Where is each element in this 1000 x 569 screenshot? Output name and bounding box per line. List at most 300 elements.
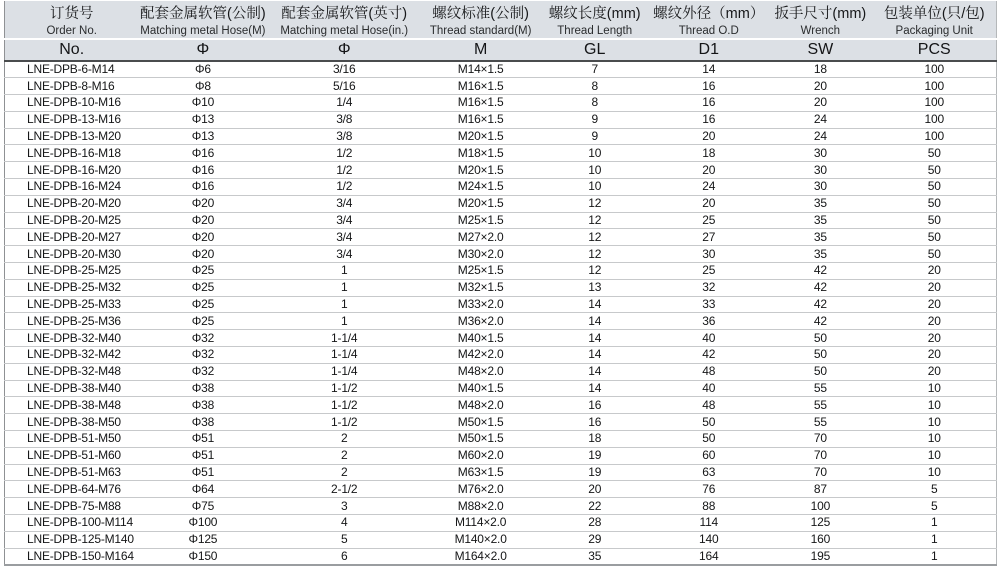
cell-thread_od: 16: [649, 78, 768, 95]
cell-hose_metric: Φ32: [138, 330, 267, 347]
cell-hose_metric: Φ51: [138, 431, 267, 448]
cell-packaging: 50: [872, 145, 996, 162]
cell-hose_metric: Φ64: [138, 481, 267, 498]
cell-thread_standard: M140×2.0: [421, 531, 540, 548]
cell-thread_standard: M18×1.5: [421, 145, 540, 162]
cell-order_no: LNE-DPB-51-M50: [5, 431, 139, 448]
col-title-cn: 螺纹标准(公制): [432, 5, 529, 22]
cell-packaging: 5: [872, 481, 996, 498]
cell-hose_inch: 1-1/2: [267, 380, 421, 397]
cell-hose_metric: Φ51: [138, 464, 267, 481]
unit-thread-length: GL: [540, 39, 649, 61]
cell-order_no: LNE-DPB-13-M20: [5, 128, 139, 145]
cell-wrench: 20: [768, 95, 872, 112]
cell-thread_od: 32: [649, 279, 768, 296]
col-title-cn: 配套金属软管(英寸): [281, 5, 408, 22]
cell-thread_length: 19: [540, 464, 649, 481]
unit-wrench: SW: [768, 39, 872, 61]
cell-thread_length: 16: [540, 414, 649, 431]
cell-thread_od: 14: [649, 61, 768, 78]
cell-hose_metric: Φ125: [138, 531, 267, 548]
col-title-en: Packaging Unit: [895, 24, 973, 37]
cell-wrench: 195: [768, 548, 872, 565]
cell-order_no: LNE-DPB-13-M16: [5, 111, 139, 128]
cell-wrench: 42: [768, 313, 872, 330]
cell-packaging: 20: [872, 279, 996, 296]
cell-thread_od: 20: [649, 162, 768, 179]
col-title-cn: 螺纹外径（mm）: [653, 5, 765, 22]
cell-thread_length: 8: [540, 95, 649, 112]
cell-hose_metric: Φ25: [138, 296, 267, 313]
table-row: [5, 363, 997, 380]
cell-order_no: LNE-DPB-25-M32: [5, 279, 139, 296]
cell-order_no: LNE-DPB-32-M40: [5, 330, 139, 347]
cell-thread_od: 50: [649, 431, 768, 448]
cell-thread_standard: M36×2.0: [421, 313, 540, 330]
cell-packaging: 1: [872, 548, 996, 565]
cell-thread_od: 33: [649, 296, 768, 313]
cell-thread_standard: M20×1.5: [421, 128, 540, 145]
cell-thread_length: 14: [540, 330, 649, 347]
cell-thread_od: 88: [649, 498, 768, 515]
table-row: [5, 380, 997, 397]
cell-packaging: 1: [872, 515, 996, 532]
cell-thread_od: 48: [649, 397, 768, 414]
cell-hose_metric: Φ32: [138, 363, 267, 380]
col-title-en: Thread Length: [557, 24, 633, 37]
cell-thread_standard: M24×1.5: [421, 179, 540, 196]
cell-thread_length: 12: [540, 263, 649, 280]
table-row: [5, 61, 997, 78]
cell-thread_standard: M114×2.0: [421, 515, 540, 532]
cell-thread_od: 18: [649, 145, 768, 162]
cell-packaging: 20: [872, 313, 996, 330]
cell-thread_od: 50: [649, 414, 768, 431]
cell-packaging: 10: [872, 397, 996, 414]
cell-order_no: LNE-DPB-38-M48: [5, 397, 139, 414]
cell-thread_standard: M16×1.5: [421, 111, 540, 128]
cell-thread_length: 29: [540, 531, 649, 548]
cell-hose_inch: 1/2: [267, 145, 421, 162]
cell-thread_standard: M60×2.0: [421, 447, 540, 464]
cell-order_no: LNE-DPB-38-M50: [5, 414, 139, 431]
cell-thread_od: 60: [649, 447, 768, 464]
cell-order_no: LNE-DPB-100-M114: [5, 515, 139, 532]
cell-order_no: LNE-DPB-20-M27: [5, 229, 139, 246]
col-title-en: Wrench: [800, 24, 841, 37]
table-row: [5, 246, 997, 263]
col-title-en: Matching metal Hose(in.): [280, 24, 409, 37]
cell-thread_length: 14: [540, 296, 649, 313]
table-row: [5, 397, 997, 414]
cell-order_no: LNE-DPB-38-M40: [5, 380, 139, 397]
table-row: [5, 229, 997, 246]
cell-wrench: 42: [768, 263, 872, 280]
col-header-order-no: [5, 1, 139, 39]
cell-packaging: 10: [872, 447, 996, 464]
table-row: [5, 447, 997, 464]
cell-wrench: 35: [768, 229, 872, 246]
cell-hose_inch: 2: [267, 431, 421, 448]
cell-wrench: 24: [768, 128, 872, 145]
cell-packaging: 10: [872, 380, 996, 397]
cell-thread_length: 9: [540, 111, 649, 128]
table-row: [5, 498, 997, 515]
cell-hose_metric: Φ32: [138, 347, 267, 364]
cell-thread_standard: M76×2.0: [421, 481, 540, 498]
cell-hose_inch: 1/4: [267, 95, 421, 112]
cell-wrench: 50: [768, 330, 872, 347]
cell-thread_od: 20: [649, 128, 768, 145]
table-row: [5, 279, 997, 296]
col-title-cn: 扳手尺寸(mm): [774, 5, 867, 22]
cell-thread_standard: M27×2.0: [421, 229, 540, 246]
cell-thread_length: 9: [540, 128, 649, 145]
cell-thread_od: 140: [649, 531, 768, 548]
cell-thread_length: 19: [540, 447, 649, 464]
cell-thread_length: 8: [540, 78, 649, 95]
cell-order_no: LNE-DPB-75-M88: [5, 498, 139, 515]
cell-thread_length: 22: [540, 498, 649, 515]
unit-hose-metric: Φ: [138, 39, 267, 61]
cell-thread_od: 40: [649, 380, 768, 397]
cell-thread_standard: M50×1.5: [421, 414, 540, 431]
cell-thread_length: 13: [540, 279, 649, 296]
cell-thread_length: 12: [540, 246, 649, 263]
cell-hose_metric: Φ16: [138, 145, 267, 162]
cell-thread_standard: M63×1.5: [421, 464, 540, 481]
cell-thread_od: 24: [649, 179, 768, 196]
cell-packaging: 20: [872, 363, 996, 380]
cell-thread_od: 40: [649, 330, 768, 347]
col-title-cn: 包装单位(只/包): [883, 5, 985, 22]
cell-wrench: 18: [768, 61, 872, 78]
cell-hose_inch: 1: [267, 296, 421, 313]
cell-thread_standard: M32×1.5: [421, 279, 540, 296]
cell-hose_inch: 1: [267, 263, 421, 280]
cell-order_no: LNE-DPB-20-M30: [5, 246, 139, 263]
col-title-cn: 订货号: [49, 5, 94, 22]
cell-hose_metric: Φ6: [138, 61, 267, 78]
cell-hose_inch: 2: [267, 447, 421, 464]
cell-thread_standard: M20×1.5: [421, 195, 540, 212]
cell-hose_inch: 3/4: [267, 195, 421, 212]
col-title-cn: 配套金属软管(公制): [140, 5, 266, 22]
cell-hose_metric: Φ38: [138, 380, 267, 397]
col-header-thread-length: [540, 1, 649, 39]
cell-hose_metric: Φ16: [138, 179, 267, 196]
cell-hose_inch: 1: [267, 279, 421, 296]
cell-thread_length: 12: [540, 212, 649, 229]
cell-order_no: LNE-DPB-20-M20: [5, 195, 139, 212]
cell-thread_standard: M88×2.0: [421, 498, 540, 515]
cell-order_no: LNE-DPB-51-M60: [5, 447, 139, 464]
cell-order_no: LNE-DPB-32-M48: [5, 363, 139, 380]
cell-thread_standard: M48×2.0: [421, 363, 540, 380]
cell-hose_inch: 1-1/4: [267, 363, 421, 380]
cell-thread_length: 10: [540, 145, 649, 162]
cell-thread_length: 10: [540, 179, 649, 196]
cell-order_no: LNE-DPB-16-M24: [5, 179, 139, 196]
cell-thread_standard: M42×2.0: [421, 347, 540, 364]
cell-wrench: 70: [768, 447, 872, 464]
cell-order_no: LNE-DPB-125-M140: [5, 531, 139, 548]
table-row: [5, 162, 997, 179]
cell-packaging: 20: [872, 347, 996, 364]
cell-hose_inch: 5: [267, 531, 421, 548]
unit-thread-od: D1: [649, 39, 768, 61]
cell-thread_od: 164: [649, 548, 768, 565]
cell-wrench: 50: [768, 347, 872, 364]
cell-packaging: 50: [872, 229, 996, 246]
cell-hose_metric: Φ8: [138, 78, 267, 95]
cell-thread_length: 28: [540, 515, 649, 532]
cell-hose_metric: Φ51: [138, 447, 267, 464]
cell-hose_inch: 3/4: [267, 212, 421, 229]
unit-packaging: PCS: [872, 39, 996, 61]
table-header: [5, 1, 997, 61]
unit-hose-inch: Φ: [267, 39, 421, 61]
col-title-en: Thread standard(M): [429, 24, 532, 37]
cell-thread_od: 36: [649, 313, 768, 330]
cell-wrench: 35: [768, 212, 872, 229]
cell-packaging: 20: [872, 263, 996, 280]
cell-wrench: 160: [768, 531, 872, 548]
cell-thread_od: 48: [649, 363, 768, 380]
cell-order_no: LNE-DPB-16-M20: [5, 162, 139, 179]
cell-thread_od: 16: [649, 111, 768, 128]
table-row: [5, 78, 997, 95]
table-row: [5, 548, 997, 565]
table-row: [5, 145, 997, 162]
cell-hose_inch: 2-1/2: [267, 481, 421, 498]
cell-wrench: 24: [768, 111, 872, 128]
cell-hose_inch: 3/4: [267, 246, 421, 263]
table-row: [5, 515, 997, 532]
cell-wrench: 42: [768, 296, 872, 313]
cell-wrench: 35: [768, 195, 872, 212]
cell-hose_inch: 3/8: [267, 128, 421, 145]
table-row: [5, 330, 997, 347]
cell-hose_inch: 3/16: [267, 61, 421, 78]
cell-thread_od: 25: [649, 212, 768, 229]
cell-wrench: 100: [768, 498, 872, 515]
cell-hose_inch: 1/2: [267, 179, 421, 196]
cell-hose_inch: 1-1/2: [267, 397, 421, 414]
cell-wrench: 125: [768, 515, 872, 532]
cell-hose_inch: 3: [267, 498, 421, 515]
cell-order_no: LNE-DPB-32-M42: [5, 347, 139, 364]
cell-hose_inch: 1: [267, 313, 421, 330]
cell-packaging: 50: [872, 195, 996, 212]
cell-thread_standard: M40×1.5: [421, 380, 540, 397]
unit-thread-standard: M: [421, 39, 540, 61]
cell-wrench: 30: [768, 162, 872, 179]
cell-packaging: 10: [872, 431, 996, 448]
cell-thread_standard: M16×1.5: [421, 95, 540, 112]
cell-thread_length: 7: [540, 61, 649, 78]
table-row: [5, 296, 997, 313]
cell-order_no: LNE-DPB-150-M164: [5, 548, 139, 565]
col-title-en: Order No.: [46, 24, 97, 37]
cell-order_no: LNE-DPB-8-M16: [5, 78, 139, 95]
cell-thread_standard: M50×1.5: [421, 431, 540, 448]
table-row: [5, 179, 997, 196]
cell-thread_length: 12: [540, 195, 649, 212]
cell-wrench: 87: [768, 481, 872, 498]
table-row: [5, 111, 997, 128]
hose-fitting-spec-table: [4, 1, 997, 566]
cell-thread_od: 25: [649, 263, 768, 280]
cell-hose_metric: Φ38: [138, 414, 267, 431]
cell-hose_inch: 1-1/4: [267, 330, 421, 347]
header-row-titles: [5, 1, 997, 39]
cell-packaging: 100: [872, 111, 996, 128]
cell-wrench: 55: [768, 414, 872, 431]
table-row: [5, 128, 997, 145]
cell-wrench: 55: [768, 397, 872, 414]
cell-thread_standard: M16×1.5: [421, 78, 540, 95]
cell-hose_metric: Φ38: [138, 397, 267, 414]
cell-thread_length: 20: [540, 481, 649, 498]
table-row: [5, 212, 997, 229]
col-header-thread-od: [649, 1, 768, 39]
cell-packaging: 1: [872, 531, 996, 548]
cell-hose_inch: 5/16: [267, 78, 421, 95]
cell-wrench: 30: [768, 179, 872, 196]
cell-packaging: 100: [872, 61, 996, 78]
col-title-cn: 螺纹长度(mm): [548, 5, 641, 22]
col-title-en: Matching metal Hose(M): [140, 24, 266, 37]
cell-hose_metric: Φ13: [138, 111, 267, 128]
cell-thread_length: 14: [540, 363, 649, 380]
cell-packaging: 10: [872, 464, 996, 481]
table-row: [5, 347, 997, 364]
cell-hose_metric: Φ100: [138, 515, 267, 532]
table-row: [5, 313, 997, 330]
cell-order_no: LNE-DPB-25-M25: [5, 263, 139, 280]
table-row: [5, 195, 997, 212]
cell-packaging: 50: [872, 162, 996, 179]
cell-order_no: LNE-DPB-10-M16: [5, 95, 139, 112]
cell-hose_metric: Φ20: [138, 229, 267, 246]
col-header-thread-standard: [421, 1, 540, 39]
col-header-hose-inch: [267, 1, 421, 39]
cell-wrench: 20: [768, 78, 872, 95]
cell-order_no: LNE-DPB-64-M76: [5, 481, 139, 498]
cell-order_no: LNE-DPB-51-M63: [5, 464, 139, 481]
cell-thread_standard: M30×2.0: [421, 246, 540, 263]
cell-order_no: LNE-DPB-16-M18: [5, 145, 139, 162]
cell-thread_standard: M33×2.0: [421, 296, 540, 313]
cell-thread_od: 42: [649, 347, 768, 364]
cell-thread_standard: M164×2.0: [421, 548, 540, 565]
cell-thread_standard: M48×2.0: [421, 397, 540, 414]
cell-packaging: 100: [872, 128, 996, 145]
cell-thread_length: 16: [540, 397, 649, 414]
cell-packaging: 100: [872, 95, 996, 112]
col-header-wrench: [768, 1, 872, 39]
cell-hose_metric: Φ10: [138, 95, 267, 112]
cell-thread_standard: M25×1.5: [421, 212, 540, 229]
cell-thread_od: 63: [649, 464, 768, 481]
cell-thread_length: 35: [540, 548, 649, 565]
cell-hose_inch: 1-1/4: [267, 347, 421, 364]
cell-hose_metric: Φ25: [138, 279, 267, 296]
cell-thread_standard: M40×1.5: [421, 330, 540, 347]
cell-order_no: LNE-DPB-25-M36: [5, 313, 139, 330]
table-row: [5, 431, 997, 448]
cell-hose_metric: Φ25: [138, 263, 267, 280]
cell-packaging: 5: [872, 498, 996, 515]
cell-thread_length: 14: [540, 380, 649, 397]
table-body: [5, 61, 997, 565]
cell-thread_od: 16: [649, 95, 768, 112]
cell-hose_inch: 3/4: [267, 229, 421, 246]
cell-wrench: 35: [768, 246, 872, 263]
cell-packaging: 50: [872, 212, 996, 229]
cell-thread_length: 10: [540, 162, 649, 179]
cell-hose_inch: 6: [267, 548, 421, 565]
cell-hose_metric: Φ16: [138, 162, 267, 179]
cell-packaging: 20: [872, 296, 996, 313]
cell-packaging: 10: [872, 414, 996, 431]
cell-hose_inch: 3/8: [267, 111, 421, 128]
col-title-en: Thread O.D: [678, 24, 739, 37]
table-row: [5, 95, 997, 112]
cell-hose_metric: Φ75: [138, 498, 267, 515]
col-header-packaging: [872, 1, 996, 39]
unit-order-no: No.: [5, 39, 139, 61]
cell-wrench: 70: [768, 464, 872, 481]
cell-thread_standard: M25×1.5: [421, 263, 540, 280]
cell-wrench: 55: [768, 380, 872, 397]
cell-hose_metric: Φ20: [138, 246, 267, 263]
cell-packaging: 20: [872, 330, 996, 347]
cell-thread_length: 14: [540, 313, 649, 330]
cell-hose_metric: Φ20: [138, 195, 267, 212]
table-row: [5, 464, 997, 481]
cell-order_no: LNE-DPB-6-M14: [5, 61, 139, 78]
cell-thread_standard: M14×1.5: [421, 61, 540, 78]
cell-hose_inch: 4: [267, 515, 421, 532]
cell-hose_metric: Φ20: [138, 212, 267, 229]
cell-hose_inch: 2: [267, 464, 421, 481]
cell-hose_metric: Φ13: [138, 128, 267, 145]
cell-wrench: 50: [768, 363, 872, 380]
cell-wrench: 30: [768, 145, 872, 162]
cell-packaging: 50: [872, 246, 996, 263]
cell-hose_inch: 1/2: [267, 162, 421, 179]
table-row: [5, 481, 997, 498]
cell-thread_od: 76: [649, 481, 768, 498]
table-row: [5, 531, 997, 548]
cell-hose_metric: Φ25: [138, 313, 267, 330]
table-row: [5, 414, 997, 431]
cell-thread_standard: M20×1.5: [421, 162, 540, 179]
cell-order_no: LNE-DPB-20-M25: [5, 212, 139, 229]
cell-wrench: 70: [768, 431, 872, 448]
cell-thread_length: 18: [540, 431, 649, 448]
cell-hose_inch: 1-1/2: [267, 414, 421, 431]
cell-wrench: 42: [768, 279, 872, 296]
cell-packaging: 100: [872, 78, 996, 95]
cell-order_no: LNE-DPB-25-M33: [5, 296, 139, 313]
cell-thread_od: 27: [649, 229, 768, 246]
cell-thread_od: 114: [649, 515, 768, 532]
cell-thread_length: 14: [540, 347, 649, 364]
cell-thread_length: 12: [540, 229, 649, 246]
